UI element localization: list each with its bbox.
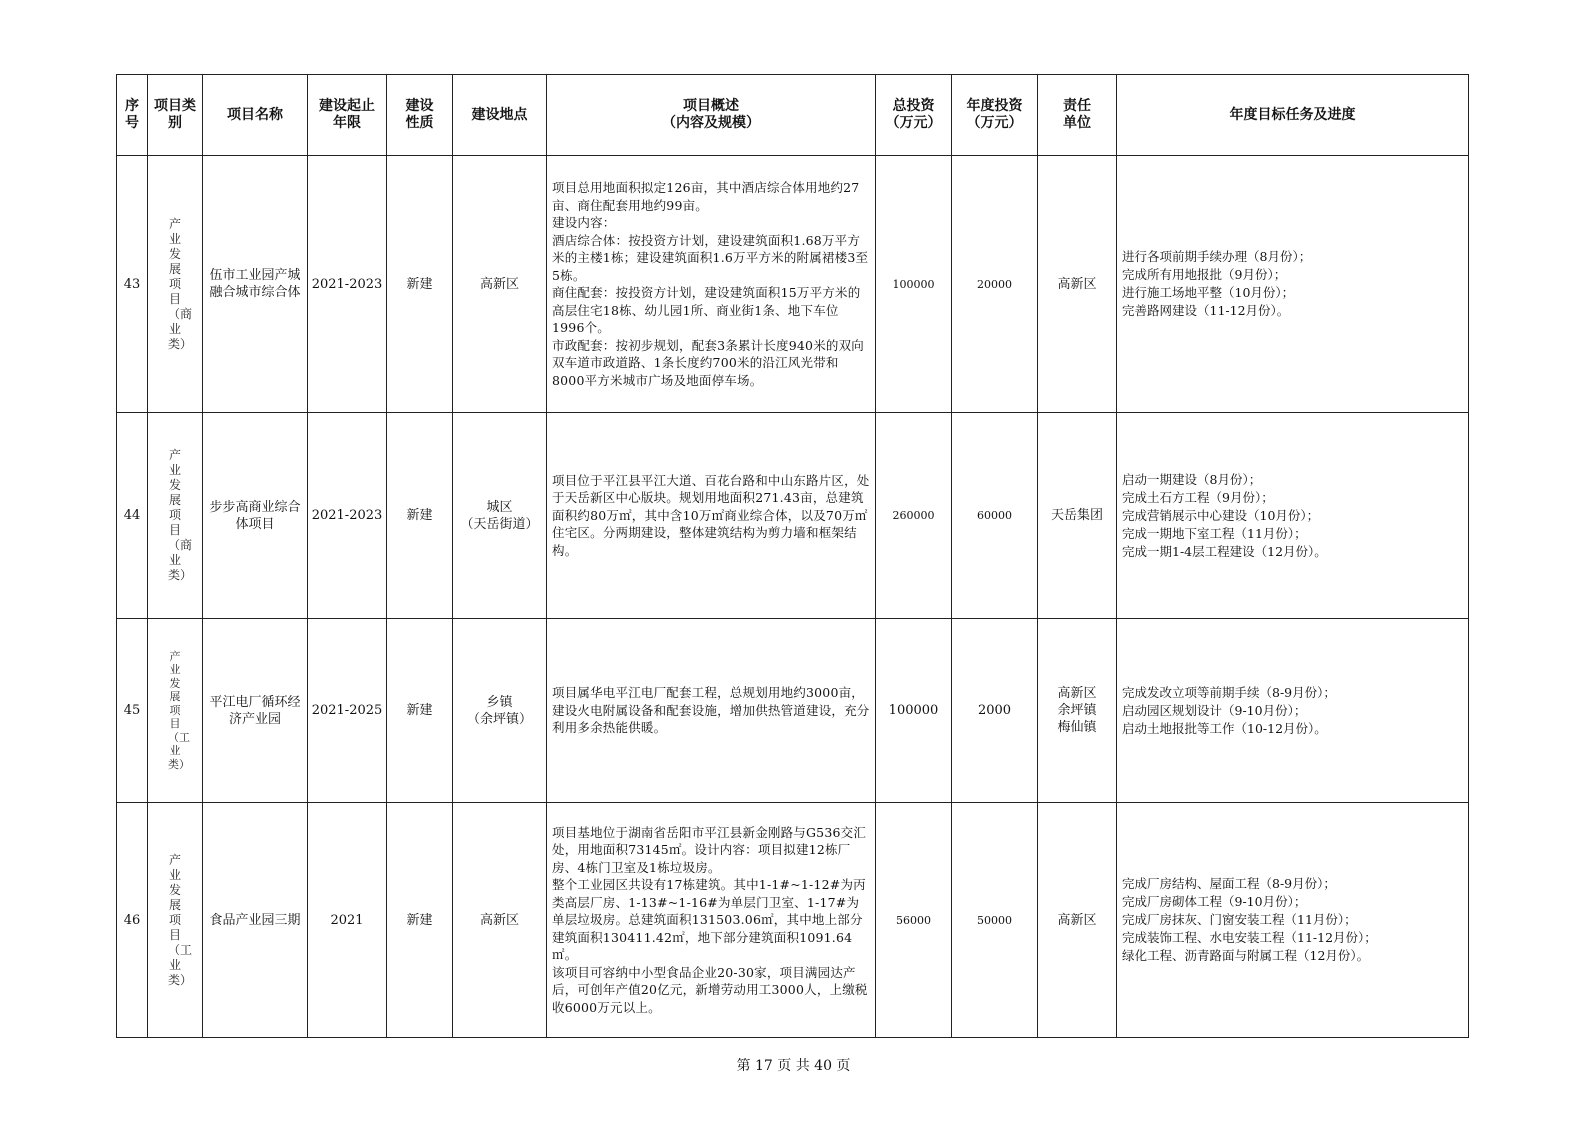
header-annual-targets: 年度目标任务及进度 bbox=[1117, 75, 1469, 156]
overview-paragraph: 建设内容： bbox=[552, 215, 616, 230]
row-annual-investment: 2000 bbox=[952, 619, 1038, 803]
target-item: 启动土地报批等工作（10-12月份）。 bbox=[1122, 720, 1327, 736]
row-overview bbox=[547, 803, 876, 1038]
target-item: 完成所有用地报批（9月份）； bbox=[1122, 267, 1287, 282]
target-item: 完成土石方工程（9月份）； bbox=[1122, 489, 1274, 505]
location-line: 城区 bbox=[486, 499, 513, 515]
overview-paragraph: 该项目可容纳中小型食品企业20-30家，项目满园达产后，可创年产值20亿元，新增劳动用工3000人，上缴税收6000万元以上。 bbox=[552, 964, 868, 1015]
target-item: 完善路网建设（11-12月份）。 bbox=[1122, 303, 1290, 318]
table-row bbox=[117, 619, 1469, 803]
row-category-cell bbox=[148, 619, 203, 803]
row-responsible bbox=[1038, 156, 1117, 413]
row-location bbox=[453, 156, 547, 413]
row-total-investment: 100000 bbox=[876, 156, 952, 413]
responsible-line: 天岳集团 bbox=[1050, 508, 1103, 523]
row-name: 步步高商业综合体项目 bbox=[203, 413, 308, 619]
target-item: 完成一期1-4层工程建设（12月份）。 bbox=[1122, 543, 1327, 559]
row-annual-investment: 50000 bbox=[952, 803, 1038, 1038]
responsible-line: 高新区 bbox=[1057, 276, 1097, 292]
projects-table bbox=[116, 74, 1469, 1038]
header-category: 项目类 别 bbox=[148, 75, 203, 156]
page-footer: 第 17 页 共 40 页 bbox=[736, 1058, 851, 1074]
row-annual-targets bbox=[1117, 156, 1469, 413]
row-annual-investment: 60000 bbox=[952, 413, 1038, 619]
row-category: 产业发展项目（工业类） bbox=[168, 852, 193, 987]
location-line: （余坪镇） bbox=[466, 711, 532, 727]
row-overview bbox=[547, 619, 876, 803]
row-name: 食品产业园三期 bbox=[203, 803, 308, 1038]
table-row bbox=[117, 156, 1469, 413]
target-item: 完成营销展示中心建设（10月份）； bbox=[1122, 507, 1320, 523]
row-annual-targets bbox=[1117, 619, 1469, 803]
row-annual-targets bbox=[1117, 413, 1469, 619]
row-annual-investment: 20000 bbox=[952, 156, 1038, 413]
table-row bbox=[117, 803, 1469, 1038]
row-total-investment: 100000 bbox=[876, 619, 952, 803]
row-seq: 44 bbox=[117, 413, 148, 619]
row-nature: 新建 bbox=[387, 619, 453, 803]
overview-paragraph: 项目总用地面积拟定126亩，其中酒店综合体用地约27亩、商住配套用地约99亩。 bbox=[552, 180, 860, 213]
location-line: （天岳街道） bbox=[460, 516, 539, 532]
target-item: 完成厂房抹灰、门窗安装工程（11月份）； bbox=[1122, 912, 1357, 927]
overview-paragraph: 项目属华电平江电厂配套工程，总规划用地约3000亩，建设火电附属设备和配套设施，增加供热管道建设，充分利用多余热能供暖。 bbox=[552, 685, 870, 736]
header-total-investment: 总投资 （万元） bbox=[876, 75, 952, 156]
target-item: 启动园区规划设计（9-10月份）； bbox=[1122, 702, 1307, 718]
row-location bbox=[453, 413, 547, 619]
responsible-line: 梅仙镇 bbox=[1057, 720, 1097, 735]
header-location: 建设地点 bbox=[453, 75, 547, 156]
row-category: 产业发展项目（工业类） bbox=[168, 649, 190, 771]
responsible-line: 余坪镇 bbox=[1057, 703, 1097, 718]
header-period: 建设起止 年限 bbox=[308, 75, 387, 156]
row-category-cell bbox=[148, 803, 203, 1038]
header-seq: 序 号 bbox=[117, 75, 148, 156]
row-total-investment: 56000 bbox=[876, 803, 952, 1038]
target-item: 完成装饰工程、水电安装工程（11-12月份）； bbox=[1122, 930, 1377, 945]
target-item: 绿化工程、沥青路面与附属工程（12月份）。 bbox=[1122, 948, 1370, 963]
row-overview bbox=[547, 156, 876, 413]
row-period: 2021 bbox=[308, 803, 387, 1038]
row-location bbox=[453, 619, 547, 803]
target-item: 启动一期建设（8月份）； bbox=[1122, 471, 1262, 487]
overview-paragraph: 项目位于平江县平江大道、百花台路和中山东路片区，处于天岳新区中心版块。规划用地面积271.43亩，总建筑面积约80万㎡，其中含10万㎡商业综合体，以及70万㎡住宅区。分两期建设，整体建筑结构为剪力墙和框架结构。 bbox=[552, 472, 870, 558]
table-row bbox=[117, 413, 1469, 619]
row-location bbox=[453, 803, 547, 1038]
target-item: 完成厂房结构、屋面工程（8-9月份）； bbox=[1122, 876, 1336, 891]
overview-paragraph: 市政配套：按初步规划，配套3条累计长度940米的双向双车道市政道路、1条长度约700米的沿江风光带和8000平方米城市广场及地面停车场。 bbox=[552, 337, 865, 388]
overview-paragraph: 整个工业园区共设有17栋建筑。其中1-1#~1-12#为丙类高层厂房、1-13#~1-16#为单层门卫室、1-17#为单层垃圾房。总建筑面积131503.06㎡，其中地上部分建筑面积130411.42㎡，地下部分建筑面积1091.64㎡。 bbox=[552, 877, 866, 963]
header-responsible: 责任 单位 bbox=[1038, 75, 1117, 156]
responsible-line: 高新区 bbox=[1057, 686, 1097, 701]
target-item: 进行各项前期手续办理（8月份）； bbox=[1122, 249, 1312, 264]
row-nature: 新建 bbox=[387, 803, 453, 1038]
row-nature: 新建 bbox=[387, 413, 453, 619]
location-line: 乡镇 bbox=[486, 694, 513, 710]
row-category-cell bbox=[148, 413, 203, 619]
overview-paragraph: 酒店综合体：按投资方计划，建设建筑面积1.68万平方米的主楼1栋；建设建筑面积1.6万平方米的附属裙楼3至5栋。 bbox=[552, 232, 869, 283]
target-item: 完成厂房砌体工程（9-10月份）； bbox=[1122, 894, 1307, 909]
row-overview bbox=[547, 413, 876, 619]
row-name: 平江电厂循环经济产业园 bbox=[203, 619, 308, 803]
row-category: 产业发展项目（商业类） bbox=[168, 216, 193, 351]
header-nature: 建设 性质 bbox=[387, 75, 453, 156]
header-overview: 项目概述 （内容及规模） bbox=[547, 75, 876, 156]
row-period: 2021-2025 bbox=[308, 619, 387, 803]
row-seq: 43 bbox=[117, 156, 148, 413]
location-line: 高新区 bbox=[479, 912, 519, 928]
row-nature: 新建 bbox=[387, 156, 453, 413]
row-period: 2021-2023 bbox=[308, 156, 387, 413]
row-responsible bbox=[1038, 413, 1117, 619]
row-annual-targets bbox=[1117, 803, 1469, 1038]
row-responsible bbox=[1038, 803, 1117, 1038]
row-responsible bbox=[1038, 619, 1117, 803]
overview-paragraph: 项目基地位于湖南省岳阳市平江县新金刚路与G536交汇处，用地面积73145㎡。设计内容：项目拟建12栋厂房、4栋门卫室及1栋垃圾房。 bbox=[552, 824, 867, 875]
row-category: 产业发展项目（商业类） bbox=[168, 448, 193, 582]
row-name: 伍市工业园产城融合城市综合体 bbox=[203, 156, 308, 413]
header-name: 项目名称 bbox=[203, 75, 308, 156]
row-category-cell bbox=[148, 156, 203, 413]
overview-paragraph: 商住配套：按投资方计划，建设建筑面积15万平方米的高层住宅18栋、幼儿园1所、商业街1条、地下车位1996个。 bbox=[552, 285, 861, 335]
header-row bbox=[117, 75, 1469, 156]
row-total-investment: 260000 bbox=[876, 413, 952, 619]
row-seq: 45 bbox=[117, 619, 148, 803]
target-item: 进行施工场地平整（10月份）； bbox=[1122, 285, 1295, 300]
target-item: 完成发改立项等前期手续（8-9月份）； bbox=[1122, 684, 1336, 700]
location-line: 高新区 bbox=[479, 276, 519, 292]
row-period: 2021-2023 bbox=[308, 413, 387, 619]
header-annual-investment: 年度投资 （万元） bbox=[952, 75, 1038, 156]
responsible-line: 高新区 bbox=[1057, 912, 1097, 928]
target-item: 完成一期地下室工程（11月份）； bbox=[1122, 525, 1307, 541]
row-seq: 46 bbox=[117, 803, 148, 1038]
